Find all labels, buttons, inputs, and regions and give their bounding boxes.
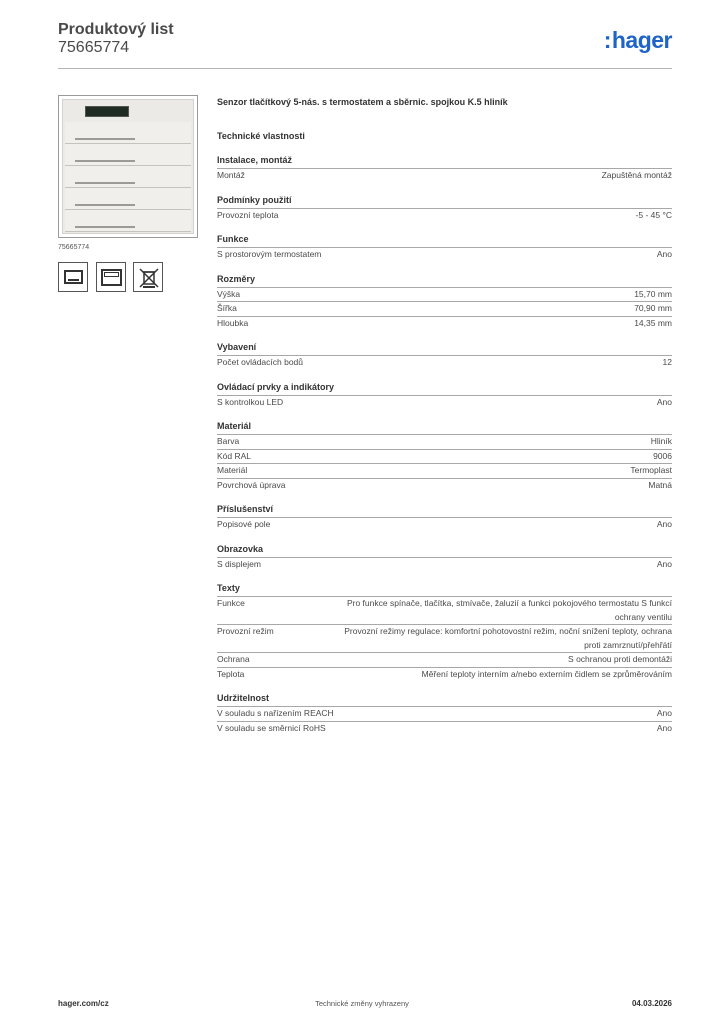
rocker-button <box>65 210 191 232</box>
spec-label: Provozní teplota <box>217 209 279 220</box>
spec-label: S kontrolkou LED <box>217 396 284 407</box>
spec-label: S displejem <box>217 558 261 569</box>
logo-dots-icon: : <box>603 27 611 53</box>
spec-row <box>217 596 672 624</box>
spec-label: Ochrana <box>217 654 250 664</box>
spec-value: Ano <box>656 396 672 407</box>
spec-group <box>217 341 672 370</box>
push-button-sensor-front <box>62 99 194 234</box>
spec-group <box>217 503 672 532</box>
spec-value: Ano <box>656 519 672 529</box>
spec-value: -5 - 45 °C <box>635 209 672 220</box>
thermostat-display <box>85 106 129 117</box>
rocker-button <box>65 122 191 144</box>
spec-row <box>217 517 672 532</box>
lcd-display-icon <box>96 262 126 292</box>
spec-label: Hloubka <box>217 317 249 328</box>
led-strip <box>75 160 135 162</box>
spec-group-title: Příslušenství <box>217 504 274 514</box>
spec-group <box>217 543 672 572</box>
spec-group <box>217 194 672 223</box>
spec-value: Měření teploty interním a/nebo externím čidlem se zprůměrováním <box>421 668 672 679</box>
display-device-icon <box>58 262 88 292</box>
image-caption: 75665774 <box>58 244 90 251</box>
spec-group-title: Materiál <box>217 421 252 431</box>
spec-label: V souladu se směrnicí RoHS <box>217 722 326 733</box>
spec-group-title: Podmínky použití <box>217 194 292 205</box>
spec-label: Materiál <box>217 465 248 475</box>
spec-value: Zapuštěná montáž <box>601 170 672 180</box>
spec-label: Teplota <box>217 668 245 679</box>
spec-value: 15,70 mm <box>634 288 672 299</box>
spec-label: Popisové pole <box>217 519 271 529</box>
spec-label: Provozní režim <box>217 626 274 636</box>
spec-value: Ano <box>656 722 672 733</box>
spec-group-title: Rozměry <box>217 273 256 284</box>
spec-value: 70,90 mm <box>634 303 672 313</box>
spec-label: Montáž <box>217 170 245 180</box>
spec-row <box>217 667 672 682</box>
spec-value: Provozní režimy regulace: komfortní pohotovostní režim, noční snížení teploty, ochrana proti zamrznutí/přehřátí <box>344 626 672 650</box>
spec-group <box>217 381 672 410</box>
spec-row <box>217 247 672 262</box>
spec-value: 14,35 mm <box>634 317 672 328</box>
page-title: Produktový list <box>58 21 174 38</box>
spec-value: Matná <box>648 479 672 490</box>
rocker-button <box>65 188 191 210</box>
spec-row <box>217 395 672 410</box>
spec-group <box>217 154 672 183</box>
spec-group-title: Vybavení <box>217 342 257 352</box>
product-image <box>58 95 198 238</box>
spec-group-title: Ovládací prvky a indikátory <box>217 381 335 392</box>
spec-label: V souladu s nařízením REACH <box>217 708 334 718</box>
spec-label: Počet ovládacích bodů <box>217 357 304 367</box>
spec-row <box>217 463 672 478</box>
spec-group <box>217 420 672 492</box>
spec-value: Ano <box>656 708 672 718</box>
footer-date: 04.03.2026 <box>631 999 672 1008</box>
spec-row <box>217 706 672 721</box>
spec-row <box>217 208 672 223</box>
product-code: 75665774 <box>58 39 130 56</box>
spec-row <box>217 316 672 331</box>
spec-table <box>217 154 672 746</box>
spec-row <box>217 434 672 449</box>
led-strip <box>75 182 135 184</box>
spec-label: Povrchová úprava <box>217 479 286 490</box>
spec-value: 12 <box>662 357 672 367</box>
spec-value: Ano <box>656 249 672 259</box>
spec-label: Funkce <box>217 598 245 608</box>
spec-group-title: Funkce <box>217 234 249 244</box>
spec-label: S prostorovým termostatem <box>217 249 322 259</box>
spec-group-title: Udržitelnost <box>217 693 270 703</box>
spec-label: Barva <box>217 436 240 446</box>
spec-row <box>217 301 672 316</box>
spec-group <box>217 233 672 262</box>
weee-crossed-bin-icon <box>133 262 163 292</box>
spec-row <box>217 168 672 183</box>
spec-group-title: Instalace, montáž <box>217 155 293 165</box>
spec-label: Kód RAL <box>217 450 252 461</box>
led-strip <box>75 204 135 206</box>
spec-row <box>217 287 672 302</box>
spec-row <box>217 652 672 667</box>
hager-logo <box>604 27 672 54</box>
spec-value: Hliník <box>650 436 672 446</box>
rocker-button <box>65 166 191 188</box>
spec-row <box>217 721 672 736</box>
spec-value: Ano <box>656 558 672 569</box>
spec-group-title: Obrazovka <box>217 543 264 554</box>
section-heading: Technické vlastnosti <box>217 131 305 141</box>
led-strip <box>75 138 135 140</box>
spec-value: Termoplast <box>630 465 672 475</box>
footer-website[interactable]: hager.com/cz <box>58 999 109 1008</box>
spec-value: S ochranou proti demontáži <box>568 654 672 664</box>
spec-group <box>217 273 672 331</box>
spec-row <box>217 478 672 493</box>
header-divider <box>58 68 672 69</box>
spec-value: 9006 <box>653 450 672 461</box>
product-name: Senzor tlačítkový 5-nás. s termostatem a sběrnic. spojkou K.5 hliník <box>217 97 508 107</box>
spec-row <box>217 624 672 652</box>
spec-group <box>217 692 672 735</box>
spec-row <box>217 355 672 370</box>
spec-row <box>217 449 672 464</box>
spec-group <box>217 582 672 681</box>
footer-notice: Technické změny vyhrazeny <box>315 999 409 1008</box>
spec-value: Pro funkce spínače, tlačítka, stmívače, žaluzií a funkci pokojového termostatu S funkcí ochrany ventilu <box>346 598 672 622</box>
spec-label: Šířka <box>217 303 237 313</box>
spec-group-title: Texty <box>217 583 240 593</box>
spec-label: Výška <box>217 288 241 299</box>
spec-row <box>217 557 672 572</box>
led-strip <box>75 226 135 228</box>
rocker-button <box>65 144 191 166</box>
logo-text: hager <box>611 27 672 53</box>
